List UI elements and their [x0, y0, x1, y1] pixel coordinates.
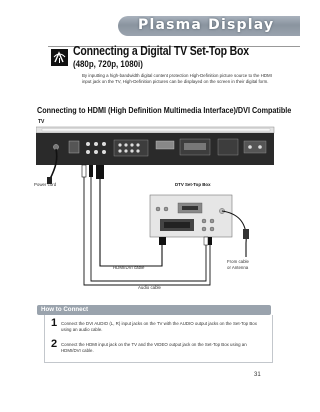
intro-paragraph: By inputting a high-bandwidth digital content protection High-Definition picture source to the HDMI input jack on the TV, High-Definition pictures can be displayed on the screen in their digital form.: [82, 73, 272, 85]
step-number: 1: [51, 317, 58, 329]
set-top-box-rear: [150, 195, 232, 245]
page-title: Connecting a Digital TV Set-Top Box: [73, 44, 249, 58]
step-text: Connect the DVI AUDIO (L, R) input jacks on the TV with the AUDIO output jacks on the Set-Top Box using an audio cable.: [61, 321, 257, 332]
tv-rear-panel: [36, 127, 274, 165]
step-text: Connect the HDMI input jack on the TV and the VIDEO output jack on the Set-Top Box using an HDMI/DVI cable.: [61, 342, 247, 353]
power-cord-label: Power cord: [34, 182, 57, 187]
set-top-box-icon: [51, 49, 68, 66]
hdmi-dvi-cable-label: HDMI/DVI cable: [113, 265, 145, 270]
header-banner-title: Plasma Display: [138, 17, 275, 33]
step-number: 2: [51, 338, 58, 350]
antenna-label: or Antenna: [227, 265, 249, 270]
from-cable-label: From cable: [227, 259, 249, 264]
page-subtitle: (480p, 720p, 1080i): [73, 59, 143, 69]
set-top-box-label: DTV Set-Top Box: [175, 182, 211, 187]
section-heading: Connecting to HDMI (High Definition Multimedia Interface)/DVI Compatible: [37, 105, 292, 115]
audio-cable-label: Audio cable: [138, 285, 161, 290]
connection-diagram: [36, 125, 276, 300]
page-number: 31: [254, 372, 261, 378]
how-to-title: How to Connect: [41, 306, 89, 313]
tv-label: TV: [38, 119, 45, 125]
